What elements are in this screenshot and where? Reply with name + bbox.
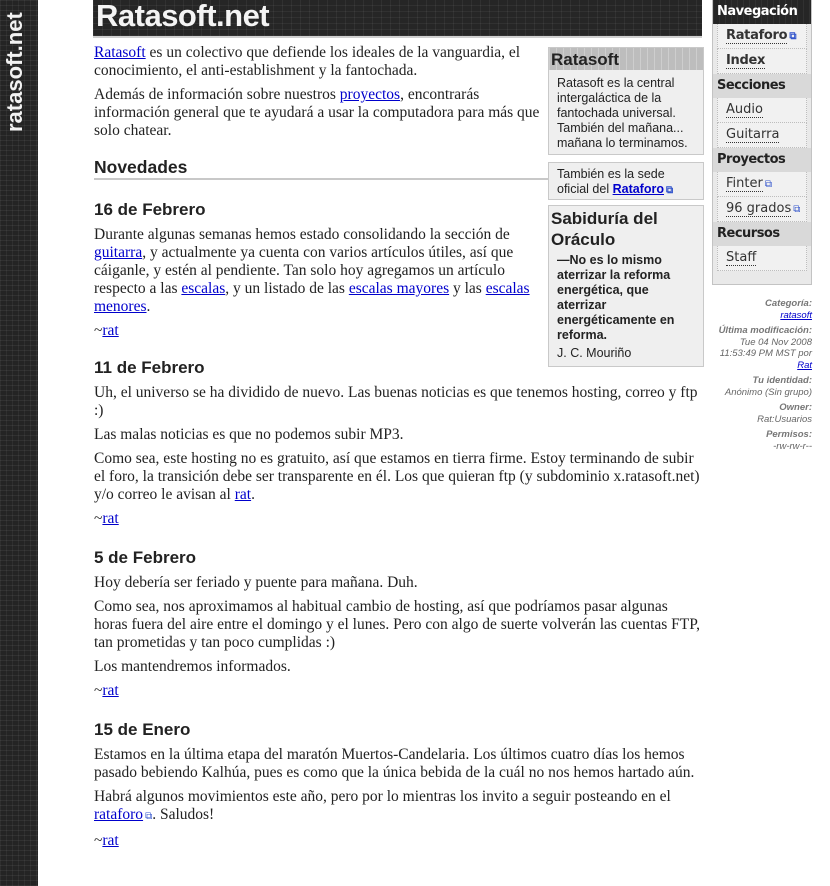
owner-value: Rat:Usuarios — [757, 413, 812, 425]
site-title[interactable]: Ratasoft.net — [96, 0, 270, 33]
category-label: Categoría: — [765, 298, 812, 309]
external-link-icon: ⧉ — [764, 179, 772, 190]
rataforo-link[interactable]: rataforo ⧉ — [94, 806, 152, 823]
permissions-label: Permisos: — [766, 429, 812, 440]
post-paragraph: Habrá algunos movimientos este año, pero por lo mientras los invito a seguir posteando en el rataforo ⧉. Saludos! — [94, 788, 704, 826]
permissions-value: -rw-rw-r-- — [773, 440, 812, 452]
escalas-menores-link[interactable]: escalas menores — [94, 280, 530, 315]
post-paragraph: Los mantendremos informados. — [94, 658, 291, 675]
news-heading: Novedades — [94, 158, 548, 180]
external-link-icon: ⧉ — [145, 811, 153, 822]
post-paragraph: Como sea, este hosting no es gratuito, así que estamos en tierra firme. Estoy terminando de subir el foro, la transición debe ser transparente en él. Los que quieran ftp (y subdominio x.ratasoft.net) y/o correo le avisan al rat. — [94, 450, 700, 503]
intro-paragraph-1: Ratasoft es un colectivo que defiende los ideales de la vanguardia, el conocimiento, el anti-establishment y la fantochada. — [94, 44, 521, 79]
post-paragraph: Las malas noticias es que no podemos subir MP3. — [94, 426, 404, 443]
nav-section-recursos: Recursos — [713, 222, 811, 246]
oracle-quote-box — [548, 205, 704, 367]
nav-section-proyectos: Proyectos — [713, 148, 811, 172]
nav-item-index[interactable]: Index — [717, 49, 807, 74]
category-link[interactable]: ratasoft — [780, 309, 812, 321]
box-body: También es la sede oficial del Rataforo ⧉ — [557, 167, 674, 196]
news-post — [94, 720, 704, 850]
nav-item-staff[interactable]: Staff — [717, 246, 807, 271]
post-paragraph: Uh, el universo se ha dividido de nuevo. Las buenas noticias es que tenemos hosting, correo y ftp :) — [94, 384, 698, 419]
identity-value: Anónimo (Sin grupo) — [724, 386, 812, 398]
news-post — [94, 548, 704, 700]
vertical-site-title: ratasoft.net — [2, 12, 27, 132]
modified-value: Tue 04 Nov 2008 11:53:49 PM MST por — [719, 336, 812, 359]
intro-paragraph-2: Además de información sobre nuestros proyectos, encontrarás información general que te ayudará a usar la computadora para más que solo chatear. — [94, 86, 540, 139]
box-title: Ratasoft — [549, 48, 703, 70]
modified-label: Última modificación: — [718, 325, 812, 336]
news-post — [94, 200, 534, 340]
identity-label: Tu identidad: — [752, 375, 812, 386]
post-paragraph: Como sea, nos aproximamos al habitual cambio de hosting, así que podríamos pasar algunas horas fuera del aire entre el domingo y el lunes. Pero con algo de suerte volverán las cuentas FTP, tan prometidas y tan poco cumplidas :) — [94, 598, 701, 651]
post-signature: ~rat — [94, 322, 119, 339]
post-date: 15 de Enero — [94, 720, 191, 739]
left-vertical-banner — [0, 0, 38, 886]
author-link[interactable]: rat — [102, 510, 119, 527]
external-link-icon: ⧉ — [666, 185, 674, 196]
nav-item-rataforo[interactable]: Rataforo ⧉ — [717, 24, 807, 49]
author-link[interactable]: rat — [102, 682, 119, 699]
post-date: 16 de Febrero — [94, 200, 206, 219]
oracle-author: J. C. Mouriño — [557, 346, 632, 360]
nav-item-audio[interactable]: Audio — [717, 98, 807, 123]
oracle-quote: —No es lo mismo aterrizar la reforma energética, que aterrizar energéticamente en reforma. — [557, 253, 675, 342]
author-link[interactable]: rat — [102, 322, 119, 339]
nav-item-96-grados[interactable]: 96 grados ⧉ — [717, 197, 807, 222]
post-paragraph: Estamos en la última etapa del maratón Muertos-Candelaria. Los últimos cuatro días los hemos pasado bebiendo Kalhúa, pues es como que la única bebida de la cuál no nos hemos hartado aún. — [94, 746, 695, 781]
header-banner — [93, 0, 702, 38]
nav-item-finter[interactable]: Finter ⧉ — [717, 172, 807, 197]
post-signature: ~rat — [94, 682, 119, 699]
box-title: Sabiduría del Oráculo — [551, 209, 658, 249]
ratasoft-link[interactable]: Ratasoft — [94, 44, 146, 61]
page-metadata — [706, 298, 812, 452]
ratasoft-info-box — [548, 47, 704, 155]
rat-link[interactable]: rat — [234, 486, 252, 503]
external-link-icon: ⧉ — [793, 204, 801, 215]
post-paragraph: Durante algunas semanas hemos estado consolidando la sección de guitarra, y actualmente ya cuenta con varios artículos útiles, así que cáiganle, y estén al pendiente. Tan solo hoy agregamos un artículo respecto a las escalas, y un listado de las escalas mayores y las escalas menores. — [94, 226, 530, 315]
post-signature: ~rat — [94, 832, 119, 849]
rataforo-info-box — [548, 162, 704, 200]
owner-label: Owner: — [779, 402, 812, 413]
nav-section-secciones: Secciones — [713, 74, 811, 98]
escalas-mayores-link[interactable]: escalas mayores — [348, 280, 450, 297]
proyectos-link[interactable]: proyectos — [339, 86, 401, 103]
modified-by-link[interactable]: Rat — [797, 359, 812, 371]
guitarra-link[interactable]: guitarra — [94, 244, 143, 261]
escalas-link[interactable]: escalas — [181, 280, 226, 297]
post-paragraph: Hoy debería ser feriado y puente para mañana. Duh. — [94, 574, 418, 591]
nav-item-guitarra[interactable]: Guitarra — [717, 123, 807, 148]
post-date: 11 de Febrero — [94, 358, 205, 377]
author-link[interactable]: rat — [102, 832, 119, 849]
box-body: Ratasoft es la central intergaláctica de la fantochada universal. También del mañana... mañana lo terminamos. — [557, 76, 688, 150]
navigation-panel — [712, 0, 812, 285]
news-post — [94, 358, 704, 528]
post-date: 5 de Febrero — [94, 548, 197, 567]
external-link-icon: ⧉ — [789, 31, 797, 42]
post-signature: ~rat — [94, 510, 119, 527]
rataforo-box-link[interactable]: Rataforo ⧉ — [612, 182, 674, 196]
nav-title: Navegación — [713, 0, 811, 24]
